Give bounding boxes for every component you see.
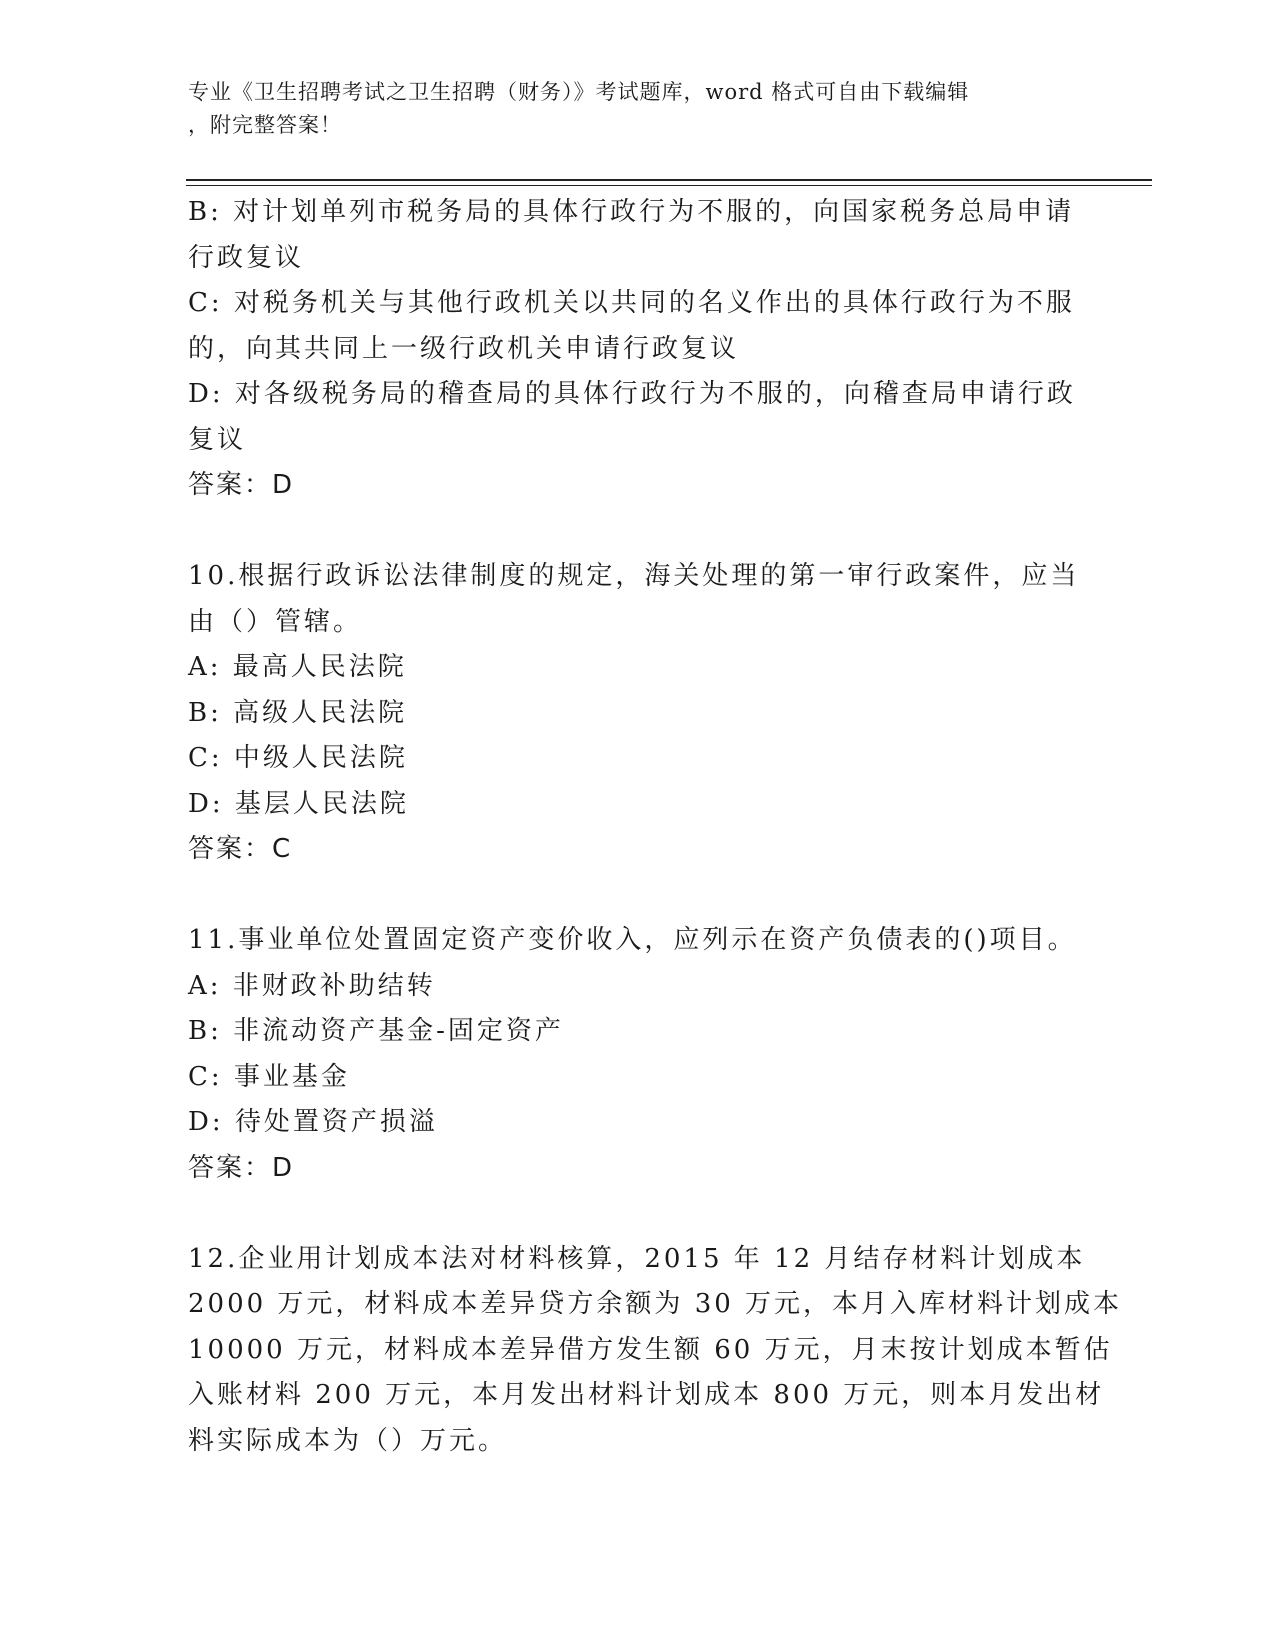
q11-option-b: B: 非流动资产基金-固定资产	[188, 1016, 564, 1046]
spacer	[188, 1191, 1088, 1237]
q10-option-d: D: 基层人民法院	[188, 788, 409, 819]
q11-option-d: D: 待处置资产损溢	[188, 1107, 438, 1137]
q10-stem-line-2: 由（）管辖。	[188, 606, 363, 637]
header-divider-thick	[186, 179, 1152, 181]
document-header	[188, 76, 1068, 142]
q9-option-c-line-1: C: 对税务机关与其他行政机关以共同的名义作出的具体行政行为不服	[188, 288, 1075, 318]
q10-option-b: B: 高级人民法院	[188, 697, 408, 728]
q11-stem-line-1: 11.事业单位处置固定资产变价收入，应列示在资产负债表的()项目。	[188, 925, 1077, 955]
q10-answer: 答案：C	[188, 834, 293, 864]
q9-option-d-line-1: D: 对各级税务局的稽查局的具体行政行为不服的，向稽查局申请行政	[188, 379, 1076, 409]
q9-option-b-line-1: B: 对计划单列市税务局的具体行政行为不服的，向国家税务总局申请	[188, 197, 1075, 227]
q11-option-c: C: 事业基金	[188, 1061, 350, 1092]
q12-stem-line-2: 2000 万元，材料成本差异贷方余额为 30 万元，本月入库材料计划成本	[188, 1289, 1123, 1319]
q12-stem-line-1: 12.企业用计划成本法对材料核算，2015 年 12 月结存材料计划成本	[188, 1243, 1086, 1274]
question-list	[188, 190, 1123, 1464]
q12-stem-line-5: 料实际成本为（）万元。	[188, 1425, 508, 1456]
q9-answer: 答案：D	[188, 470, 295, 500]
q11-option-a: A: 非财政补助结转	[188, 970, 436, 1001]
q11-answer: 答案：D	[188, 1152, 295, 1183]
header-line-1: 专业《卫生招聘考试之卫生招聘（财务）》考试题库，word 格式可自由下载编辑	[188, 80, 970, 104]
q10-option-a: A: 最高人民法院	[188, 652, 407, 682]
q9-option-b-line-2: 行政复议	[188, 242, 305, 273]
q10-option-c: C: 中级人民法院	[188, 743, 408, 773]
q12-stem-line-3: 10000 万元，材料成本差异借方发生额 60 万元，月末按计划成本暂估	[188, 1334, 1113, 1365]
q12-stem-line-4: 入账材料 200 万元，本月发出材料计划成本 800 万元，则本月发出材	[188, 1380, 1105, 1410]
q9-option-d-line-2: 复议	[188, 424, 247, 455]
spacer	[188, 509, 1088, 555]
q10-stem-line-1: 10.根据行政诉讼法律制度的规定，海关处理的第一审行政案件，应当	[188, 561, 1080, 591]
spacer	[188, 873, 1088, 919]
q9-option-c-line-2: 的，向其共同上一级行政机关申请行政复议	[188, 333, 740, 364]
header-line-2: ，附完整答案！	[188, 113, 342, 137]
header-divider-thin	[186, 185, 1152, 186]
